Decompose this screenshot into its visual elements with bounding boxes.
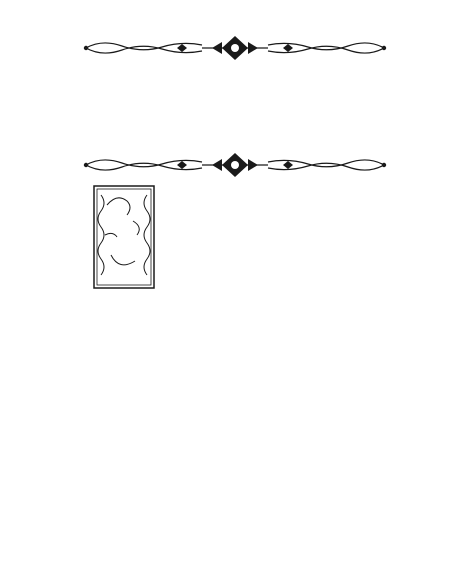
dropcap-letter-ornament [93, 185, 155, 289]
bottom-ornament [82, 152, 388, 178]
top-ornament [82, 35, 388, 61]
